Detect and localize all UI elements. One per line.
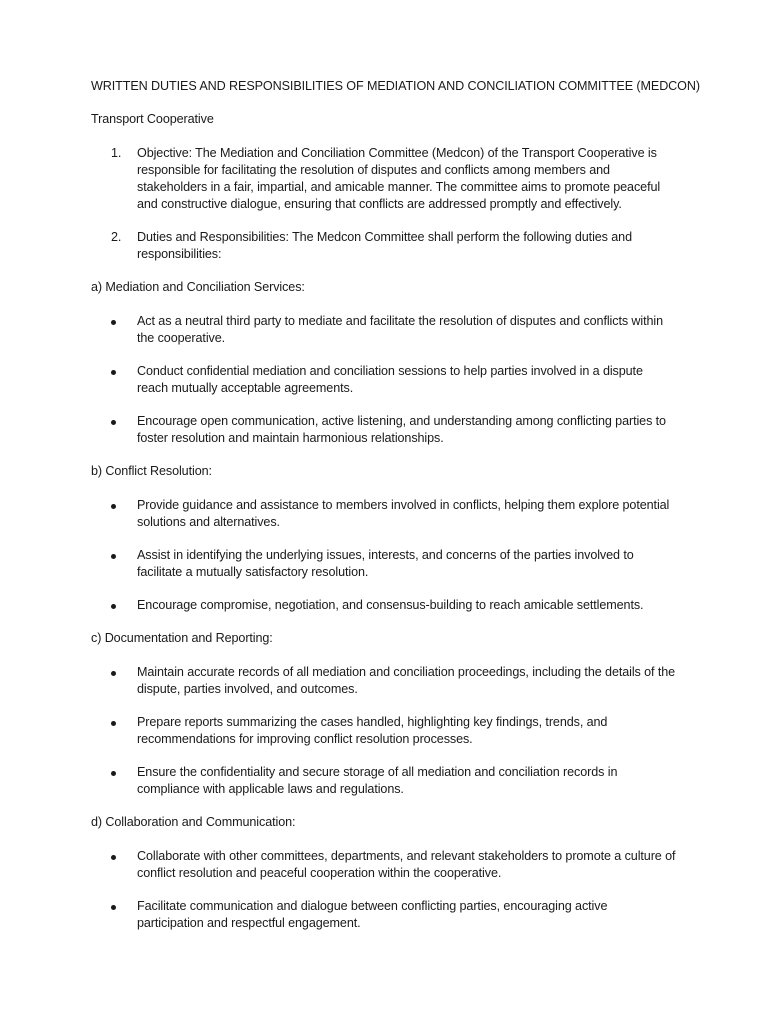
- bullet-text: Prepare reports summarizing the cases handled, highlighting key findings, trends, and recommendations for improving conflict resolution processes.: [137, 715, 608, 746]
- item-text: Objective: The Mediation and Conciliation Committee (Medcon) of the Transport Cooperative is responsible for facilitating the resolution of disputes and conflicts among members and stakeholders in a fair, impartial, and amicable manner. The committee aims to promote peaceful and constructive dialogue, ensuring that conflicts are addressed promptly and effectively.: [137, 146, 661, 211]
- bullet-text: Ensure the confidentiality and secure storage of all mediation and conciliation records in compliance with applicable laws and regulations.: [137, 765, 618, 796]
- bullet-icon: [111, 905, 116, 910]
- bullet-item: [91, 413, 691, 449]
- document-subtitle: Transport Cooperative: [91, 112, 214, 126]
- bullet-text: Act as a neutral third party to mediate and facilitate the resolution of disputes and conflicts within the cooperative.: [137, 314, 664, 345]
- bullet-icon: [111, 370, 116, 375]
- bullet-text: Conduct confidential mediation and conciliation sessions to help parties involved in a dispute reach mutually acceptable agreements.: [137, 364, 643, 395]
- bullet-icon: [111, 320, 116, 325]
- bullet-item: [91, 714, 691, 750]
- section-heading: a) Mediation and Conciliation Services:: [91, 280, 305, 294]
- bullet-item: [91, 313, 691, 349]
- bullet-text: Collaborate with other committees, departments, and relevant stakeholders to promote a culture of conflict resolution and peaceful cooperation within the cooperative.: [137, 849, 676, 880]
- item-text: Duties and Responsibilities: The Medcon Committee shall perform the following duties and responsibilities:: [137, 230, 632, 261]
- bullet-item: [91, 764, 691, 800]
- section-heading: b) Conflict Resolution:: [91, 464, 212, 478]
- bullet-item: [91, 848, 691, 884]
- bullet-item: [91, 597, 691, 615]
- bullet-icon: [111, 855, 116, 860]
- numbered-item: [91, 145, 691, 215]
- bullet-icon: [111, 671, 116, 676]
- item-number: 1.: [111, 146, 122, 160]
- bullet-icon: [111, 771, 116, 776]
- bullet-icon: [111, 554, 116, 559]
- bullet-icon: [111, 420, 116, 425]
- bullet-text: Maintain accurate records of all mediation and conciliation proceedings, including the details of the dispute, parties involved, and outcomes.: [137, 665, 676, 696]
- document-title: WRITTEN DUTIES AND RESPONSIBILITIES OF MEDIATION AND CONCILIATION COMMITTEE (MEDCON): [91, 79, 700, 93]
- bullet-icon: [111, 604, 116, 609]
- item-number: 2.: [111, 230, 122, 244]
- bullet-text: Provide guidance and assistance to members involved in conflicts, helping them explore potential solutions and alternatives.: [137, 498, 670, 529]
- bullet-item: [91, 497, 691, 533]
- bullet-item: [91, 363, 691, 399]
- section-heading: c) Documentation and Reporting:: [91, 631, 273, 645]
- bullet-text: Encourage open communication, active listening, and understanding among conflicting parties to foster resolution and maintain harmonious relationships.: [137, 414, 666, 445]
- bullet-item: [91, 547, 691, 583]
- bullet-text: Assist in identifying the underlying issues, interests, and concerns of the parties involved to facilitate a mutually satisfactory resolution.: [137, 548, 634, 579]
- bullet-text: Facilitate communication and dialogue between conflicting parties, encouraging active participation and respectful engagement.: [137, 899, 608, 930]
- bullet-item: [91, 898, 691, 934]
- bullet-icon: [111, 721, 116, 726]
- bullet-item: [91, 664, 691, 700]
- bullet-icon: [111, 504, 116, 509]
- numbered-item: [91, 229, 691, 265]
- section-heading: d) Collaboration and Communication:: [91, 815, 296, 829]
- bullet-text: Encourage compromise, negotiation, and consensus-building to reach amicable settlements.: [137, 598, 644, 612]
